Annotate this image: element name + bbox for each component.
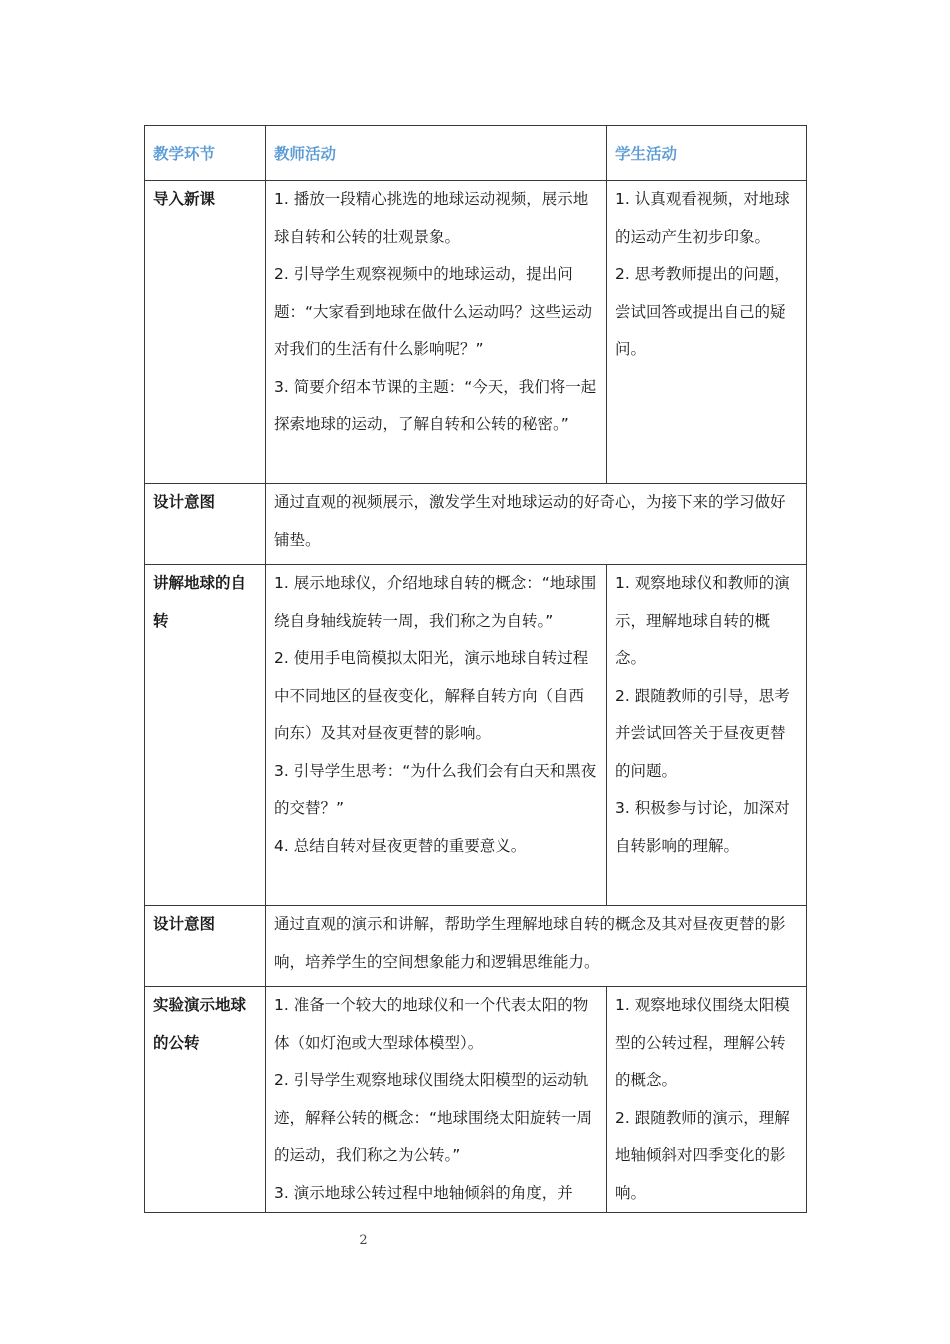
header-cell-teacher (266, 126, 607, 181)
intent-cell (266, 906, 807, 987)
stage-cell (145, 181, 266, 484)
header-student: 学生活动 (615, 145, 678, 163)
student-item: 2. 跟随教师的演示，理解地轴倾斜对四季变化的影响。 (615, 1108, 790, 1202)
student-cell (607, 565, 807, 906)
table-row (145, 987, 807, 1213)
teacher-cell (266, 181, 607, 484)
teacher-cell (266, 987, 607, 1213)
stage-cell (145, 484, 266, 565)
stage-label: 实验演示地球的公转 (153, 996, 247, 1052)
page-number: 2 (359, 1233, 368, 1248)
header-cell-student (607, 126, 807, 181)
header-cell-stage (145, 126, 266, 181)
teacher-cell (266, 565, 607, 906)
intent-cell (266, 484, 807, 565)
stage-label: 导入新课 (153, 190, 216, 208)
teacher-item: 3. 演示地球公转过程中地轴倾斜的角度，并 (274, 1183, 573, 1202)
header-teacher: 教师活动 (274, 145, 337, 163)
teacher-item: 1. 播放一段精心挑选的地球运动视频，展示地球自转和公转的壮观景象。 (274, 190, 589, 246)
student-item: 1. 认真观看视频，对地球的运动产生初步印象。 (615, 190, 790, 246)
student-cell (607, 987, 807, 1213)
stage-cell (145, 565, 266, 906)
student-item: 1. 观察地球仪围绕太阳模型的公转过程，理解公转的概念。 (615, 996, 790, 1089)
student-item: 2. 跟随教师的引导，思考并尝试回答关于昼夜更替的问题。 (615, 686, 790, 780)
student-item: 1. 观察地球仪和教师的演示，理解地球自转的概念。 (615, 574, 790, 667)
stage-label: 设计意图 (153, 915, 216, 933)
table-header-row (145, 126, 807, 181)
lesson-plan-table (144, 125, 807, 1213)
design-intent-text: 通过直观的演示和讲解，帮助学生理解地球自转的概念及其对昼夜更替的影响，培养学生的空间想象能力和逻辑思维能力。 (274, 915, 786, 971)
table-row (145, 181, 807, 484)
teacher-item: 3. 简要介绍本节课的主题：“今天，我们将一起探索地球的运动，了解自转和公转的秘密。” (274, 377, 597, 433)
table-row (145, 906, 807, 987)
table-row (145, 565, 807, 906)
header-stage: 教学环节 (153, 145, 216, 163)
teacher-item: 2. 引导学生观察视频中的地球运动，提出问题：“大家看到地球在做什么运动吗？这些运动对我们的生活有什么影响呢？” (274, 265, 593, 358)
stage-label: 讲解地球的自转 (153, 574, 247, 630)
teacher-item: 1. 准备一个较大的地球仪和一个代表太阳的物体（如灯泡或大型球体模型）。 (274, 996, 589, 1052)
stage-cell (145, 987, 266, 1213)
stage-cell (145, 906, 266, 987)
table-row (145, 484, 807, 565)
teacher-item: 3. 引导学生思考：“为什么我们会有白天和黑夜的交替？” (274, 761, 597, 817)
student-cell (607, 181, 807, 484)
teacher-item: 2. 使用手电筒模拟太阳光，演示地球自转过程中不同地区的昼夜变化，解释自转方向（自西向东）及其对昼夜更替的影响。 (274, 649, 589, 742)
student-item: 3. 积极参与讨论，加深对自转影响的理解。 (615, 799, 790, 855)
teacher-item: 2. 引导学生观察地球仪围绕太阳模型的运动轨迹，解释公转的概念：“地球围绕太阳旋转一周的运动，我们称之为公转。” (274, 1071, 593, 1164)
student-item: 2. 思考教师提出的问题，尝试回答或提出自己的疑问。 (615, 265, 790, 358)
teacher-item: 1. 展示地球仪，介绍地球自转的概念：“地球围绕自身轴线旋转一周，我们称之为自转。” (274, 574, 597, 630)
teacher-item: 4. 总结自转对昼夜更替的重要意义。 (274, 836, 527, 855)
stage-label: 设计意图 (153, 493, 216, 511)
design-intent-text: 通过直观的视频展示，激发学生对地球运动的好奇心，为接下来的学习做好铺垫。 (274, 493, 786, 549)
